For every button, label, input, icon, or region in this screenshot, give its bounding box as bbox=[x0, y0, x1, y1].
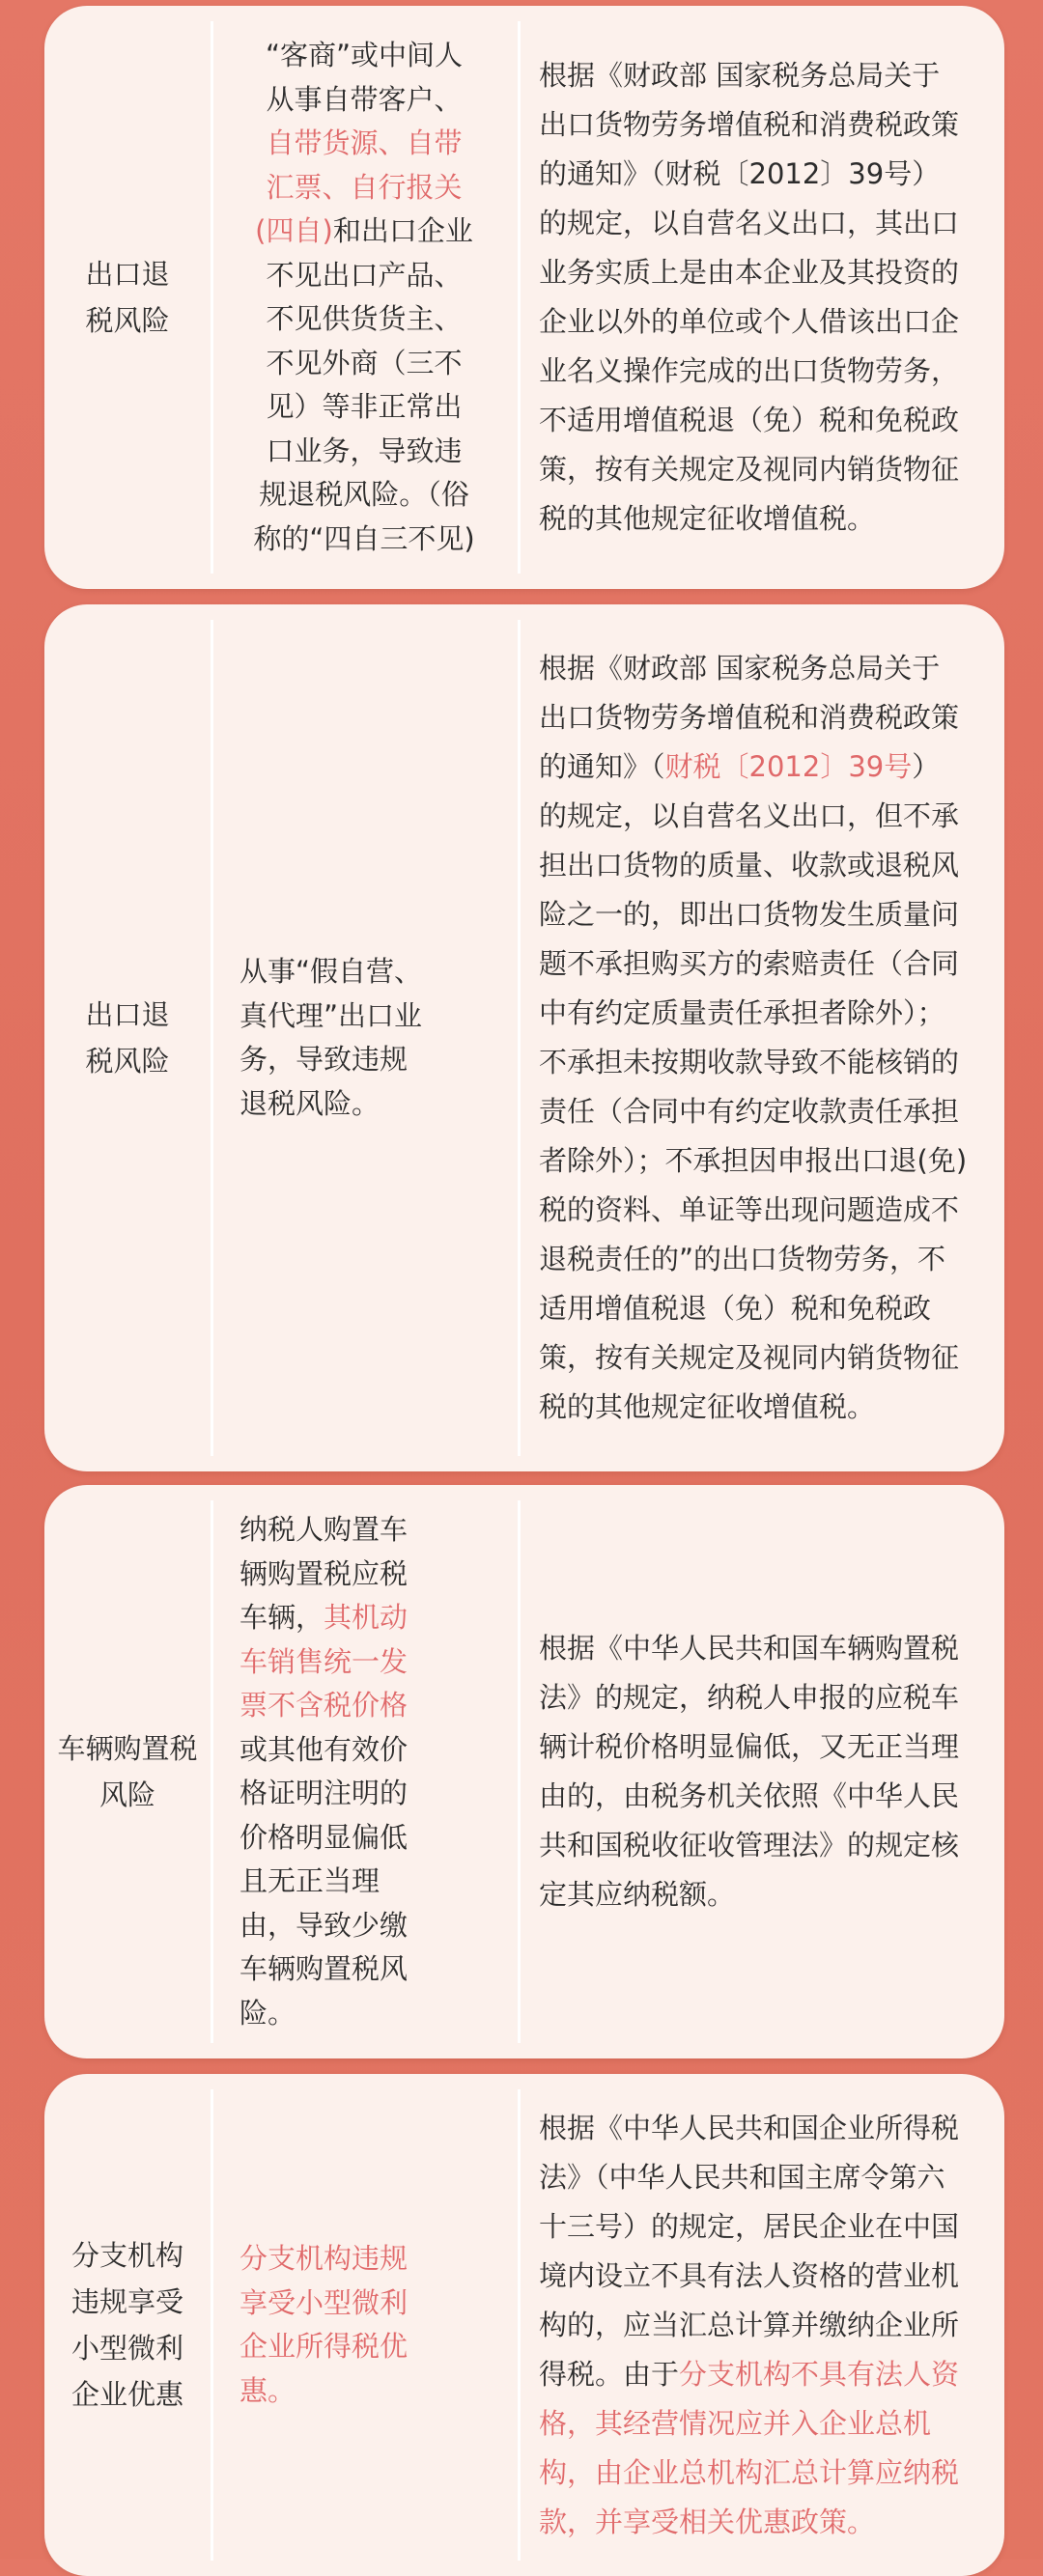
policy-basis-text: 根据《财政部 国家税务总局关于出口货物劳务增值税和消费税政策的通知》（财税〔2012〕39号）的规定，以自营名义出口，但不承担出口货物的质量、收款或退税风险之一的，即出口货物发生质量问题不承担购买方的索赔责任（合同中有约定质量责任承担者除外）；不承担未按期收款导致不能核销的责任（合同中有约定收款责任承担者除外）；不承担因申报出口退(免)税的资料、单证等出现问题造成不退税责任的”的出口货物劳务，不适用增值税退（免）税和免税政策，按有关规定及视同内销货物征税的其他规定征收增值税。 bbox=[539, 652, 968, 1423]
risk-type-label: 出口退税风险 bbox=[85, 258, 170, 337]
risk-type-label: 出口退税风险 bbox=[85, 998, 170, 1078]
risk-card-4 bbox=[44, 2074, 1004, 2576]
risk-situation-text: 从事“假自营、真代理”出口业务，导致违规退税风险。 bbox=[240, 955, 423, 1120]
risk-situation-cell bbox=[211, 2074, 518, 2576]
policy-basis-cell bbox=[518, 2074, 1004, 2576]
highlight-text: 其机动车销售统一发票不含税价格 bbox=[240, 1601, 409, 1722]
risk-type-label: 车辆购置税风险 bbox=[57, 1732, 198, 1811]
highlight-text: 财税〔2012〕39号 bbox=[664, 750, 913, 783]
risk-situation-text: 分支机构违规享受小型微利企业所得税优惠。 bbox=[240, 2242, 409, 2407]
risk-card-3 bbox=[44, 1485, 1004, 2058]
risk-situation-text: 纳税人购置车辆购置税应税车辆，其机动车销售统一发票不含税价格或其他有效价格证明注明的价格明显偏低且无正当理由，导致少缴车辆购置税风险。 bbox=[240, 1513, 409, 2030]
risk-type-cell bbox=[44, 604, 211, 1471]
risk-situation-cell bbox=[211, 604, 518, 1471]
risk-card-1 bbox=[44, 6, 1004, 589]
risk-card-2 bbox=[44, 604, 1004, 1471]
risk-situation-text: “客商”或中间人从事自带客户、自带货源、自带汇票、自行报关(四自)和出口企业不见出口产品、不见供货货主、不见外商（三不见）等非正常出口业务，导致违规退税风险。（俗称的“四自三不见) bbox=[253, 39, 475, 555]
policy-basis-cell bbox=[518, 1485, 1004, 2058]
highlight-text: 分支机构不具有法人资格，其经营情况应并入企业总机构，由企业总机构汇总计算应纳税款，并享受相关优惠政策。 bbox=[539, 2357, 960, 2538]
policy-basis-text: 根据《财政部 国家税务总局关于出口货物劳务增值税和消费税政策的通知》（财税〔2012〕39号）的规定，以自营名义出口，其出口业务实质上是由本企业及其投资的企业以外的单位或个人借该出口企业名义操作完成的出口货物劳务，不适用增值税退（免）税和免税政策，按有关规定及视同内销货物征税的其他规定征收增值税。 bbox=[539, 59, 960, 535]
highlight-text: 自带货源、自带汇票、自行报关(四自) bbox=[255, 126, 463, 247]
policy-basis-cell bbox=[518, 6, 1004, 589]
policy-basis-text: 根据《中华人民共和国车辆购置税法》的规定，纳税人申报的应税车辆计税价格明显偏低，又无正当理由的，由税务机关依照《中华人民共和国税收征收管理法》的规定核定其应纳税额。 bbox=[539, 1632, 960, 1911]
risk-type-cell bbox=[44, 1485, 211, 2058]
policy-basis-text: 根据《中华人民共和国企业所得税法》（中华人民共和国主席令第六十三号）的规定，居民企业在中国境内设立不具有法人资格的营业机构的，应当汇总计算并缴纳企业所得税。由于分支机构不具有法人资格，其经营情况应并入企业总机构，由企业总机构汇总计算应纳税款，并享受相关优惠政策。 bbox=[539, 2111, 960, 2538]
risk-type-cell bbox=[44, 6, 211, 589]
risk-situation-cell bbox=[211, 1485, 518, 2058]
risk-situation-cell bbox=[211, 6, 518, 589]
risk-type-cell bbox=[44, 2074, 211, 2576]
risk-type-label: 分支机构违规享受小型微利企业优惠 bbox=[70, 2239, 183, 2411]
policy-basis-cell bbox=[518, 604, 1004, 1471]
